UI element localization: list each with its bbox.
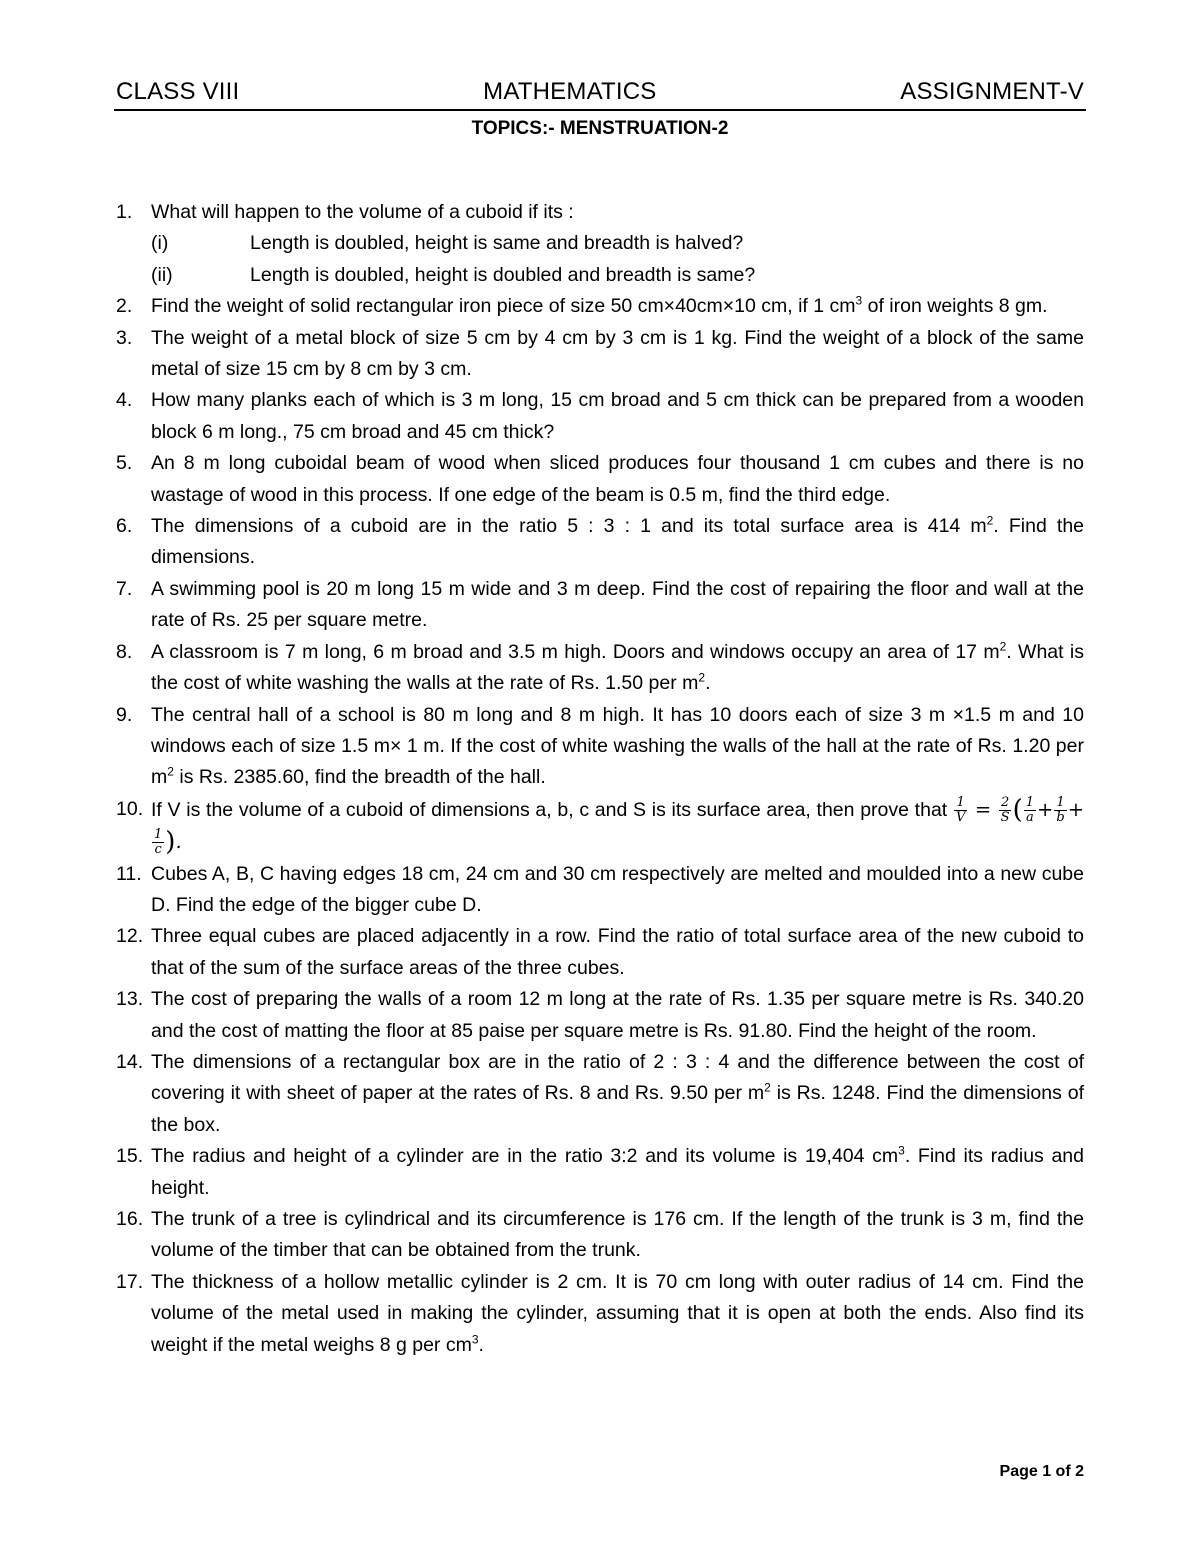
question-1 (116, 197, 1084, 228)
question-number: 7. (116, 577, 133, 600)
sub-text: Length is doubled, height is same and breadth is halved? (250, 232, 744, 255)
question-6 (116, 511, 1084, 574)
question-17 (116, 1267, 1084, 1361)
question-15 (116, 1141, 1084, 1204)
topics-heading: TOPICS:- MENSTRUATION-2 (471, 118, 729, 139)
question-16 (116, 1204, 1084, 1267)
header-subject: MATHEMATICS (483, 78, 657, 105)
question-number: 5. (116, 452, 133, 475)
question-number: 11. (116, 862, 142, 885)
question-number: 9. (116, 703, 133, 726)
question-number: 10. (116, 797, 144, 820)
sub-text: Length is doubled, height is doubled and breadth is same? (250, 263, 756, 286)
question-9 (116, 700, 1084, 794)
question-text: The radius and height of a cylinder are in the ratio 3:2 and its volume is 19,404 $cm^3$. Find its radius and height. (151, 1143, 1084, 1199)
question-text: If V is the volume of a cuboid of dimensions a, b, c and S is its surface area, then prove that $\frac{1}{V}$ = $\frac{2}{S}$ ( $\frac{1}{a}$ + $\frac{1}{b}$ + $\frac{1}{c}$ ). (151, 794, 1085, 858)
header-rule (114, 109, 1086, 111)
question-text: Three equal cubes are placed adjacently in a row. Find the ratio of total surface area of the new cuboid to that of the sum of the surface areas of the three cubes. (151, 925, 1084, 979)
question-number: 6. (116, 515, 133, 538)
question-number: 4. (116, 389, 133, 412)
question-5 (116, 448, 1084, 511)
question-number: 1. (116, 201, 133, 223)
question-11 (116, 859, 1084, 922)
question-number: 16. (116, 1208, 144, 1230)
question-text: A classroom is 7 m long, 6 m broad and 3.5 m high. Doors and windows occupy an area of 17 $m^2$. What is the cost of white washing the walls at the rate of Rs. 1.50 per $m^2$. (151, 639, 1084, 695)
page-header (116, 66, 1084, 106)
header-class: CLASS VIII (116, 78, 240, 105)
question-3 (116, 323, 1084, 386)
question-number: 12. (116, 925, 144, 948)
question-number: 15. (116, 1145, 144, 1168)
question-text: Find the weight of solid rectangular iron piece of size 50 cm×40cm×10 cm, if 1 $cm^3$ of iron weights 8 gm. (151, 293, 1048, 318)
question-list (116, 197, 1084, 1361)
question-number: 17. (116, 1270, 144, 1293)
page-number: Page 1 of 2 (999, 1463, 1084, 1480)
question-text: An 8 m long cuboidal beam of wood when sliced produces four thousand 1 cm cubes and there is no wastage of wood in this process. If one edge of the beam is 0.5 m, find the third edge. (151, 452, 1084, 506)
sub-number: (i) (151, 232, 169, 255)
question-7 (116, 574, 1084, 637)
question-text: What will happen to the volume of a cuboid if its : (151, 201, 574, 223)
question-8 (116, 637, 1084, 700)
question-13 (116, 984, 1084, 1047)
question-2 (116, 291, 1084, 322)
question-14 (116, 1047, 1084, 1141)
question-number: 8. (116, 640, 133, 663)
question-text: A swimming pool is 20 m long 15 m wide and 3 m deep. Find the cost of repairing the floor and wall at the rate of Rs. 25 per square metre. (151, 577, 1084, 632)
question-4 (116, 385, 1084, 448)
question-number: 3. (116, 326, 133, 349)
question-text: The weight of a metal block of size 5 cm by 4 cm by 3 cm is 1 kg. Find the weight of a block of the same metal of size 15 cm by 8 cm by 3 cm. (151, 326, 1084, 381)
question-text: The dimensions of a rectangular box are in the ratio of 2 : 3 : 4 and the difference between the cost of covering it with sheet of paper at the rates of Rs. 8 and Rs. 9.50 per $m^2$ is Rs. 1248. Find the dimensions of the box. (151, 1050, 1084, 1136)
question-number: 14. (116, 1050, 144, 1073)
question-12 (116, 921, 1084, 984)
header-assignment: ASSIGNMENT-V (900, 78, 1084, 105)
question-1-part-ii (151, 260, 1084, 291)
question-text: The central hall of a school is 80 m long and 8 m high. It has 10 doors each of size 3 m ×1.5 m and 10 windows each of size 1.5 m× 1 m. If the cost of white washing the walls of the hall at the rate of Rs. 1.20 per $m^2$ is Rs. 2385.60, find the breadth of the hall. (151, 703, 1084, 789)
formula: $\frac{1}{V}$ = $\frac{2}{S}$ ( $\frac{1}{a}$ + $\frac{1}{b}$ + $\frac{1}{c}$ ). (154, 794, 1085, 858)
question-text: The trunk of a tree is cylindrical and its circumference is 176 cm. If the length of the trunk is 3 m, find the volume of the timber that can be obtained from the trunk. (151, 1208, 1084, 1262)
question-number: 13. (116, 988, 144, 1011)
question-text: The cost of preparing the walls of a room 12 m long at the rate of Rs. 1.35 per square metre is Rs. 340.20 and the cost of matting the floor at 85 paise per square metre is Rs. 91.80. Find the height of the room. (151, 988, 1084, 1042)
sub-number: (ii) (151, 263, 173, 286)
question-text: Cubes A, B, C having edges 18 cm, 24 cm and 30 cm respectively are melted and moulded into a new cube D. Find the edge of the bigger cube D. (151, 862, 1084, 916)
question-text: How many planks each of which is 3 m long, 15 cm broad and 5 cm thick can be prepared from a wooden block 6 m long., 75 cm broad and 45 cm thick? (151, 389, 1084, 443)
question-text: The thickness of a hollow metallic cylinder is 2 cm. It is 70 cm long with outer radius of 14 cm. Find the volume of the metal used in making the cylinder, assuming that it is open at both the ends. Also find its weight if the metal weighs 8 g per $cm^3$. (151, 1270, 1084, 1356)
question-10 (116, 794, 1084, 859)
question-text: The dimensions of a cuboid are in the ratio 5 : 3 : 1 and its total surface area is 414 $m^2$. Find the dimensions. (151, 513, 1085, 569)
question-1-part-i (151, 228, 1084, 259)
question-number: 2. (116, 295, 133, 318)
